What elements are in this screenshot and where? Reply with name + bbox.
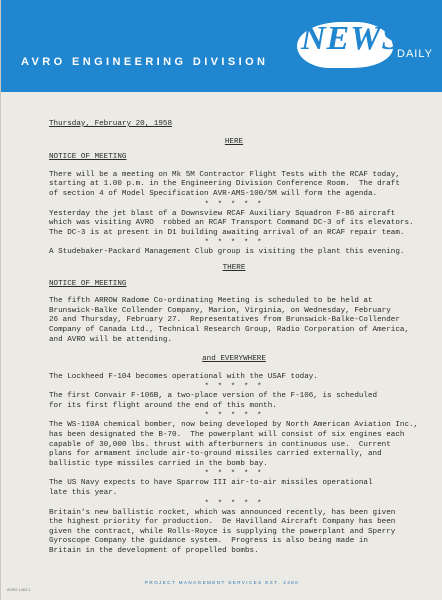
- news-item: The Lockheed F-104 becomes operational with the USAF today.: [49, 372, 318, 381]
- news-item: The WS-110A chemical bomber, now being developed by North American Aviation Inc., has been designated the B-70. The powerplant will consist of six engines each capable of 30,000 lbs. thrust with afterburners in continuous use. Current plans for armament include air-to-ground missiles carried externally, and ballistic type missiles carried in the bomb bay.: [49, 421, 419, 468]
- notice-label-here: NOTICE OF MEETING: [49, 153, 127, 162]
- item-separator: * * * * *: [204, 470, 264, 479]
- footer-contact: PROJECT MANAGEMENT SERVICES EXT. 2480: [144, 580, 300, 585]
- item-separator: * * * * *: [204, 239, 264, 248]
- item-separator: * * * * *: [204, 412, 264, 421]
- section-heading-there: THERE: [222, 263, 246, 272]
- news-item: Yesterday the jet blast of a Downsview RCAF Auxiliary Squadron F-86 aircraft which was visiting AVRO robbed an RCAF Transport Command DC-3 of its elevators. The DC-3 is at present in D1 building awaiting arrival of an RCAF repair team.: [49, 209, 414, 237]
- section-heading-here: HERE: [224, 137, 244, 146]
- item-separator: * * * * *: [204, 383, 264, 392]
- news-item: A Studebaker-Packard Management Club group is visiting the plant this evening.: [49, 248, 405, 257]
- header-banner: [1, 0, 442, 92]
- newsletter-body: [49, 120, 419, 557]
- news-logo-text: NEWS: [301, 20, 402, 57]
- news-item: The first Convair F-106B, a two-place version of the F-106, is scheduled for its first flight around the end of this month.: [49, 392, 378, 410]
- issue-date: Thursday, February 20, 1958: [49, 120, 173, 128]
- section-heading-everywhere: and EVERYWHERE: [202, 355, 266, 364]
- news-item: Britain's new ballistic rocket, which was announced recently, has been given the highest priority for production. De Havilland Aircraft Company has been given the contract, while Rolls-Royce is supplying the powerplant and Sperry Gyroscope Company the guidance system. Progress is also being made in Britain in the development of propelled bombs.: [49, 508, 396, 555]
- notice-label-there: NOTICE OF MEETING: [49, 279, 127, 288]
- form-code: AVRO 1463-1: [7, 588, 31, 592]
- news-item: There will be a meeting on Mk 5M Contractor Flight Tests with the RCAF today, starting at 1.00 p.m. in the Engineering Division Conference Room. The draft of section 4 of Model Specification AVR-AMS-100/5M will form the agenda.: [49, 170, 400, 198]
- item-separator: * * * * *: [204, 499, 264, 508]
- news-item: The US Navy expects to have Sparrow III air-to-air missiles operational late this year.: [49, 479, 373, 498]
- division-title: AVRO ENGINEERING DIVISION: [21, 56, 269, 68]
- news-item: The fifth ARROW Radome Co-ordinating Meeting is scheduled to be held at Brunswick-Balke Collender Company, Marion, Virginia, on Wednesday, February 26 and Thursday, February 27. Representatives from Brunswick-Balke-Collender Company of Canada Ltd., Technical Research Group, Radio Corporation of America, and AVRO will be attending.: [49, 297, 410, 344]
- item-separator: * * * * *: [204, 200, 264, 209]
- daily-logo-text: DAILY: [397, 48, 433, 60]
